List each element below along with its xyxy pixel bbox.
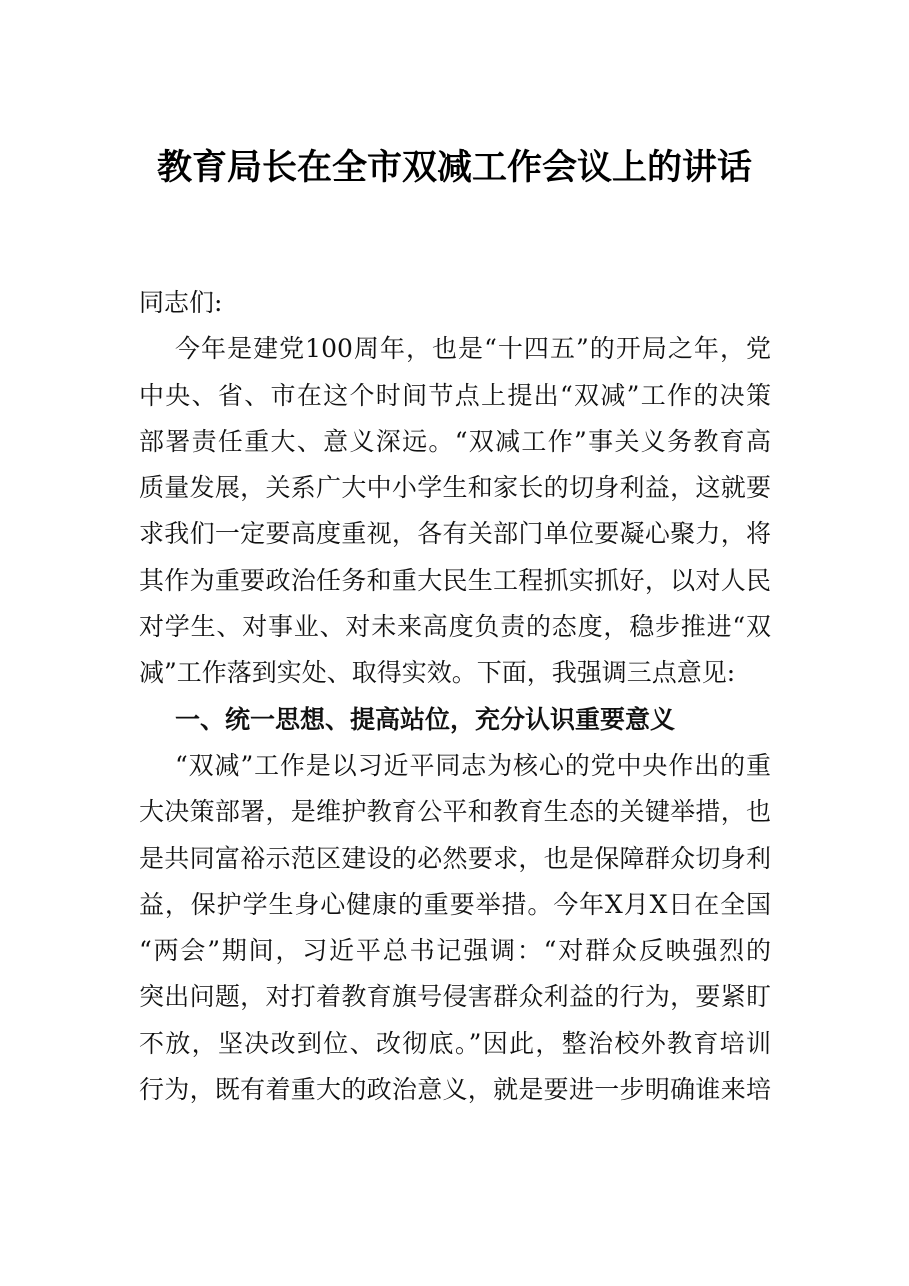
paragraph-line: “两会”期间，习近平总书记强调：“对群众反映强烈的 [139,936,771,966]
paragraph-line: 中央、省、市在这个时间节点上提出“双减”工作的决策 [139,380,771,410]
paragraph-line: 行为，既有着重大的政治意义，就是要进一步明确谁来培 [139,1075,771,1105]
document-body [139,280,771,1113]
paragraph-line: 其作为重要政治任务和重大民生工程抓实抓好，以对人民 [139,565,771,595]
section-heading: 一、统一思想、提高站位，充分认识重要意义 [175,704,676,734]
paragraph-line: 今年是建党100周年，也是“十四五”的开局之年，党 [175,334,771,364]
paragraph-line: 不放，坚决改到位、改彻底。”因此，整治校外教育培训 [139,1028,771,1058]
document-title: 教育局长在全市双减工作会议上的讲话 [156,147,752,188]
paragraph-line: 是共同富裕示范区建设的必然要求，也是保障群众切身利 [139,843,771,873]
paragraph-line: 大决策部署，是维护教育公平和教育生态的关键举措，也 [139,797,771,827]
paragraph-line: 减”工作落到实处、取得实效。下面，我强调三点意见: [139,658,736,688]
salutation: 同志们: [139,288,223,317]
paragraph-line: 对学生、对事业、对未来高度负责的态度，稳步推进“双 [139,612,771,642]
paragraph-line: 突出问题，对打着教育旗号侵害群众利益的行为，要紧盯 [139,982,771,1012]
paragraph-line: 益，保护学生身心健康的重要举措。今年X月X日在全国 [139,889,771,919]
paragraph-line: “双减”工作是以习近平同志为核心的党中央作出的重 [175,750,771,780]
paragraph-line: 质量发展，关系广大中小学生和家长的切身利益，这就要 [139,473,771,503]
paragraph-line: 求我们一定要高度重视，各有关部门单位要凝心聚力，将 [139,519,771,549]
paragraph-line: 部署责任重大、意义深远。“双减工作”事关义务教育高 [139,426,771,456]
